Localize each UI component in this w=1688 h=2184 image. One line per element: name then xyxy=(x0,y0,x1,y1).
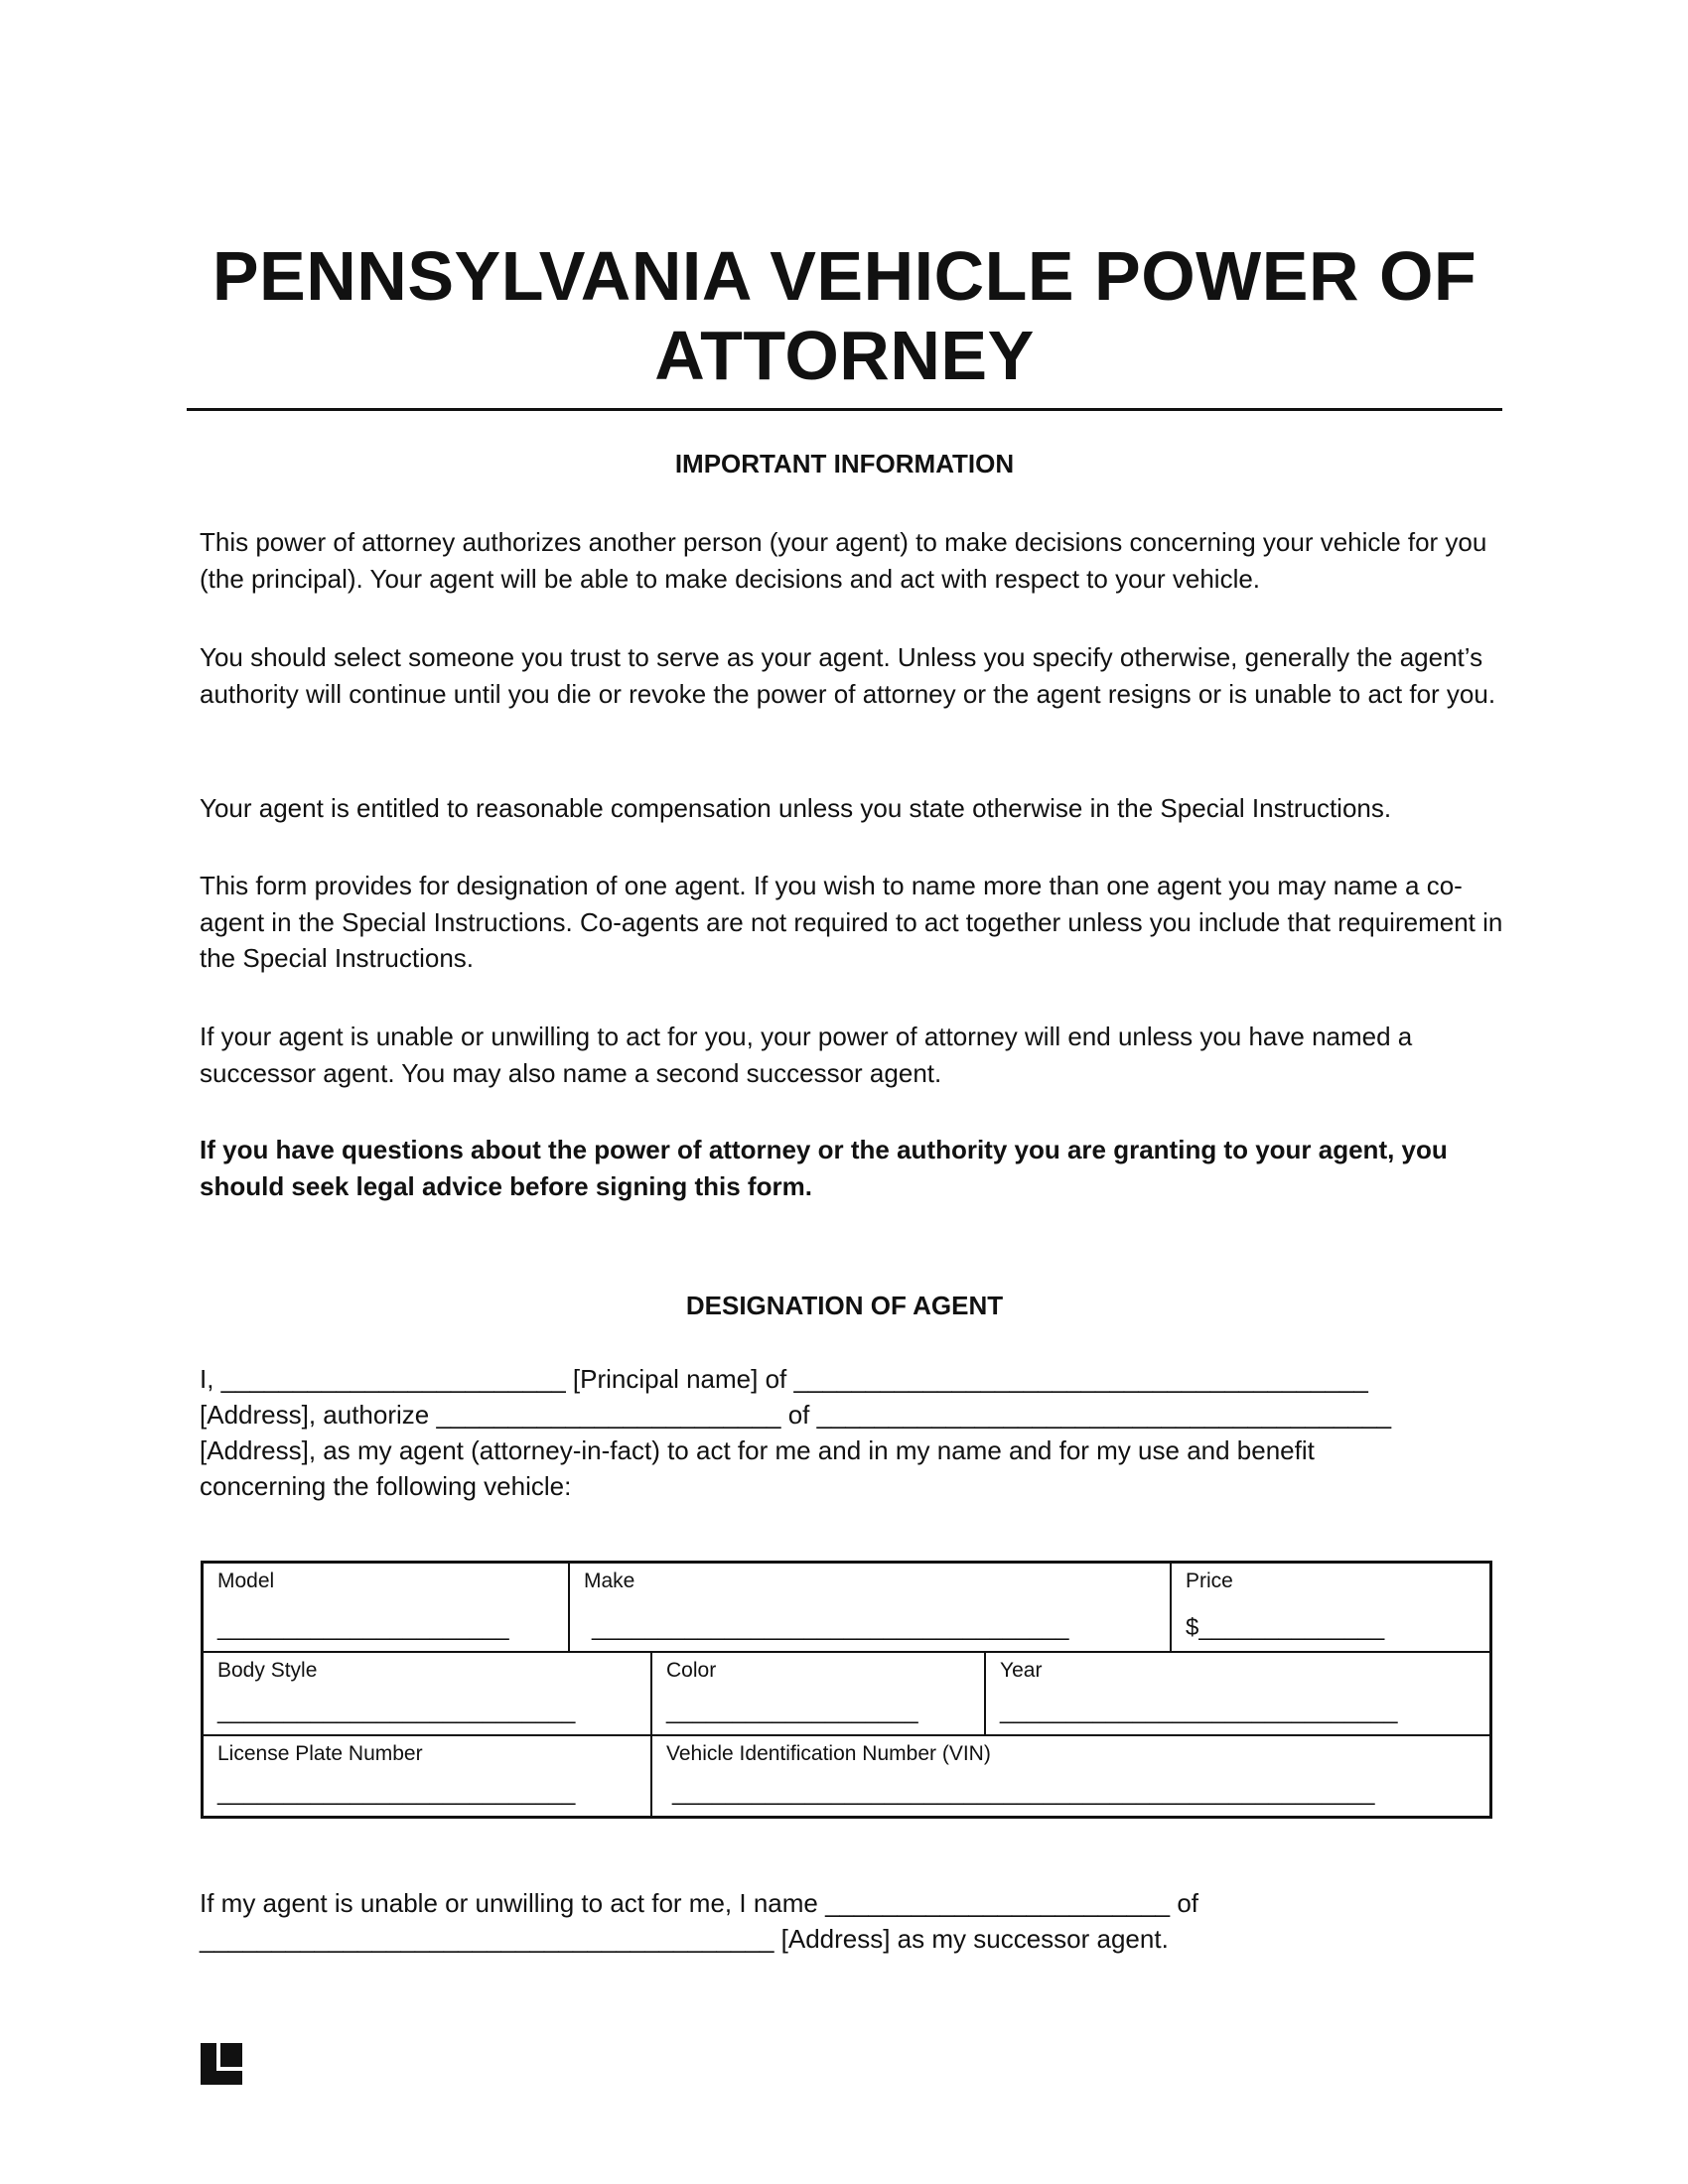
vin-label: Vehicle Identification Number (VIN) xyxy=(666,1742,991,1765)
info-paragraph-3: Your agent is entitled to reasonable compensation unless you state otherwise in the Special Instructions. xyxy=(200,793,1392,823)
title-divider xyxy=(187,408,1502,411)
model-label: Model xyxy=(217,1570,275,1592)
model-cell[interactable] xyxy=(204,1564,568,1651)
designation-line-authority: [Address], as my agent (attorney-in-fact) to act for me and in my name and for my use and benefit xyxy=(200,1435,1315,1465)
year-cell[interactable] xyxy=(986,1653,1489,1734)
body-style-field[interactable]: ___________________________ xyxy=(217,1698,576,1724)
document-title: PENNSYLVANIA VEHICLE POWER OF ATTORNEY xyxy=(211,237,1477,394)
info-paragraph-5: If your agent is unable or unwilling to act for you, your power of attorney will end unless you have named a successor agent. You may also name a second successor agent. xyxy=(200,1022,1413,1088)
legal-advice-warning: If you have questions about the power of attorney or the authority you are granting to your agent, you should seek legal advice before signing this form. xyxy=(200,1135,1448,1201)
designation-line-principal[interactable]: I, ________________________ [Principal name] of ________________________________________ xyxy=(200,1364,1368,1394)
successor-line-name[interactable]: If my agent is unable or unwilling to act for me, I name ________________________ of xyxy=(200,1888,1199,1918)
info-paragraph-4: This form provides for designation of one agent. If you wish to name more than one agent you may name a co-agent in the Special Instructions. Co-agents are not required to act together unless you include that requirement in the Special Instructions. xyxy=(200,871,1503,973)
license-plate-field[interactable]: ___________________________ xyxy=(217,1779,576,1806)
body-style-label: Body Style xyxy=(217,1659,318,1682)
vin-cell[interactable] xyxy=(652,1736,1489,1816)
important-information-heading: IMPORTANT INFORMATION xyxy=(674,449,1015,478)
make-field[interactable]: ____________________________________ xyxy=(592,1614,1069,1641)
license-plate-label: License Plate Number xyxy=(217,1742,423,1765)
color-label: Color xyxy=(666,1659,717,1682)
document-logo-icon xyxy=(201,2043,242,2085)
color-cell[interactable] xyxy=(652,1653,984,1734)
body-style-cell[interactable] xyxy=(204,1653,650,1734)
designation-line-agent[interactable]: [Address], authorize ________________________ of ________________________________________ xyxy=(200,1400,1392,1430)
vin-field[interactable]: _____________________________________________________ xyxy=(672,1779,1375,1806)
info-paragraph-1: This power of attorney authorizes another person (your agent) to make decisions concerning your vehicle for you (the principal). Your agent will be able to make decisions and act with respect to your vehicle. xyxy=(200,527,1487,594)
vehicle-details-table xyxy=(201,1561,1492,1819)
license-plate-cell[interactable] xyxy=(204,1736,650,1816)
make-label: Make xyxy=(584,1570,635,1592)
price-label: Price xyxy=(1186,1570,1233,1592)
model-field[interactable]: ______________________ xyxy=(217,1614,509,1641)
price-field[interactable]: $______________ xyxy=(1186,1614,1385,1641)
make-cell[interactable] xyxy=(570,1564,1170,1651)
price-cell[interactable] xyxy=(1172,1564,1489,1651)
successor-line-address[interactable]: ________________________________________ [Address] as my successor agent. xyxy=(200,1924,1169,1954)
year-field[interactable]: ______________________________ xyxy=(1000,1698,1398,1724)
designation-line-vehicle: concerning the following vehicle: xyxy=(200,1471,572,1501)
designation-of-agent-heading: DESIGNATION OF AGENT xyxy=(685,1291,1004,1320)
year-label: Year xyxy=(1000,1659,1043,1682)
info-paragraph-2: You should select someone you trust to serve as your agent. Unless you specify otherwise, generally the agent’s authority will continue until you die or revoke the power of attorney or the agent resigns or is unable to act for you. xyxy=(200,642,1496,709)
color-field[interactable]: ___________________ xyxy=(666,1698,918,1724)
